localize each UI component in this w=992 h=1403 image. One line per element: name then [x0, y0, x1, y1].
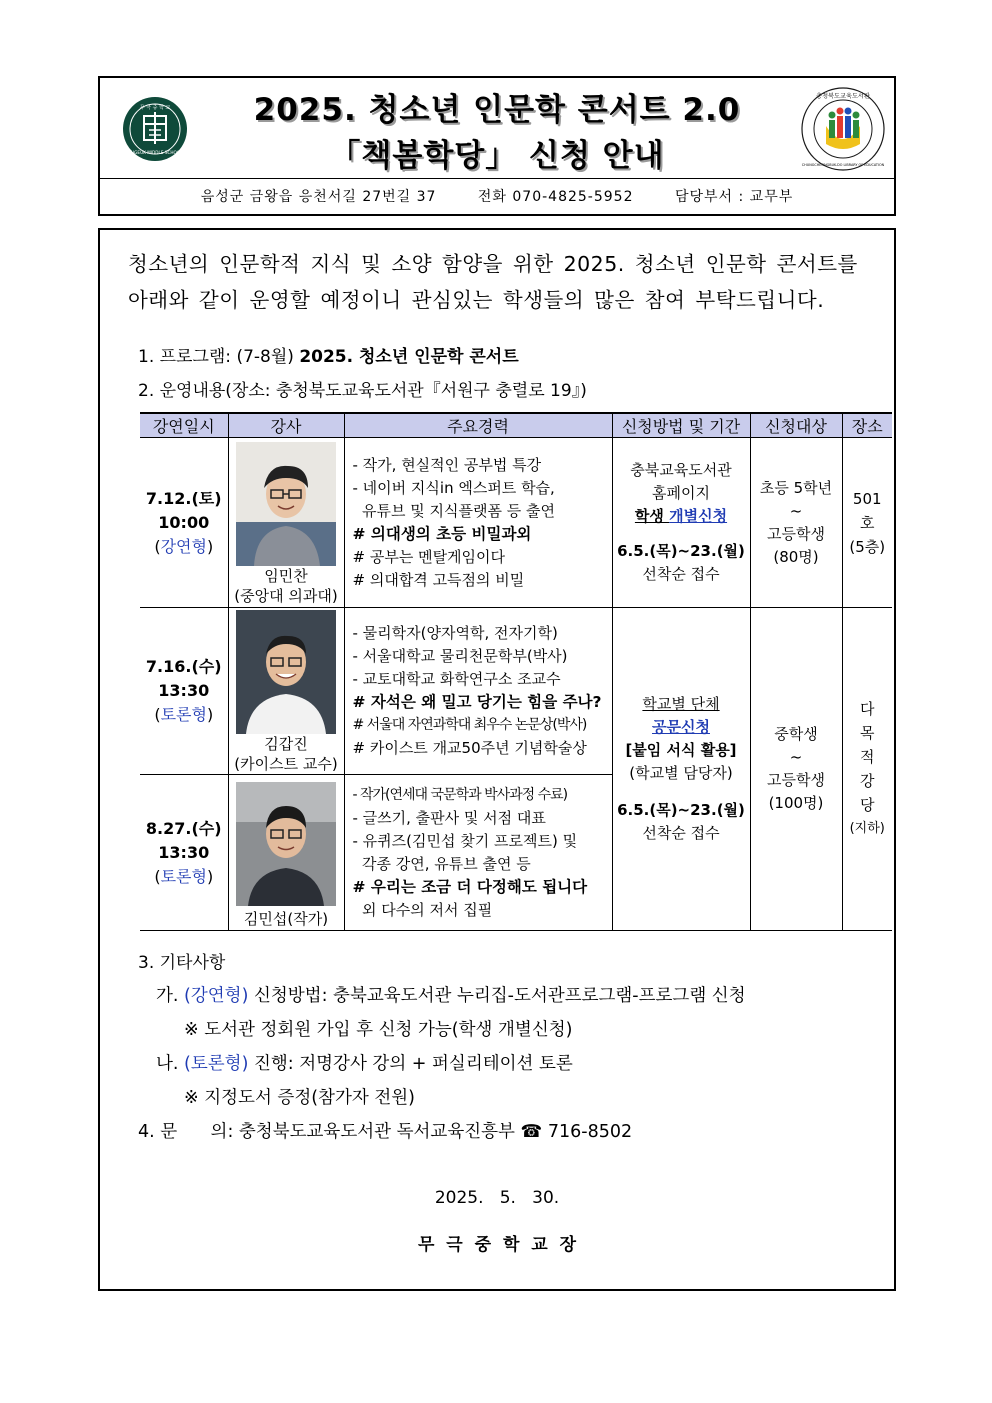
- career-item: 유튜브 및 지식플랫폼 등 출연: [352, 501, 555, 520]
- venue-line: 다: [860, 700, 875, 718]
- phone-icon: ☎: [520, 1122, 543, 1142]
- letterhead: [98, 76, 896, 216]
- apply-order: 선착순 접수: [642, 565, 720, 583]
- career-item: 각종 강연, 유튜브 출연 등: [352, 854, 531, 873]
- career-item: # 자석은 왜 밀고 당기는 힘을 주나?: [352, 693, 602, 711]
- career-item: - 유퀴즈(김민섭 찾기 프로젝트) 및: [352, 831, 578, 850]
- item-program-title: 2025. 청소년 인문학 콘서트: [299, 347, 519, 367]
- lecture-datetime: [140, 608, 228, 775]
- lecture-datetime: [140, 438, 228, 608]
- lecture-time: 10:00: [158, 512, 210, 532]
- career-item: - 글쓰기, 출판사 및 서점 대표: [352, 808, 546, 827]
- department: 담당부서 : 교무부: [674, 189, 794, 205]
- career-item: - 교토대학교 화학연구소 조교수: [352, 670, 561, 688]
- apply-line: 공문신청: [652, 718, 710, 736]
- item-program: [138, 342, 519, 367]
- principal-signature: 무 극 중 학 교 장: [417, 1235, 577, 1255]
- target-line: (80명): [773, 547, 819, 566]
- lecture-time: 13:30: [158, 842, 210, 862]
- document-body: [98, 228, 896, 1291]
- svg-text:CHUNGCHEONGBUK-DO LIBRARY OF E: CHUNGCHEONGBUK-DO LIBRARY OF EDUCATION: [801, 163, 885, 167]
- venue-line: 목: [860, 724, 875, 742]
- career-item: # 공부는 멘탈게임이다: [352, 547, 506, 566]
- etc-item-na: 나. (토론형) 진행: 저명강사 강의 + 퍼실리테이션 토론: [156, 1054, 573, 1074]
- career-item: - 서울대학교 물리천문학부(박사): [352, 647, 568, 665]
- lecture-type-label: (토론형): [184, 1054, 249, 1074]
- target-line: (100명): [768, 794, 824, 812]
- inquiry-label: 4. 문 의:: [138, 1122, 234, 1142]
- apply-method: [612, 438, 750, 608]
- venue-line: 강: [860, 772, 875, 790]
- career-item: # 서울대 자연과학대 최우수 논문상(박사): [352, 717, 587, 733]
- target-line: 중학생: [774, 725, 818, 743]
- venue-line: 적: [860, 748, 875, 766]
- apply-line: 홈페이지: [652, 484, 710, 502]
- document-title-line-2: 「책봄학당」 신청 안내: [329, 138, 665, 174]
- svg-text:MUGEUK MIDDLE SCHOOL: MUGEUK MIDDLE SCHOOL: [127, 150, 183, 155]
- speaker-name: 임민찬: [264, 566, 308, 585]
- career-item: 외 다수의 저서 집필: [352, 900, 493, 919]
- etc-note-ga: ※ 도서관 정회원 가입 후 신청 가능(학생 개별신청): [184, 1020, 573, 1040]
- svg-text:무 극 중 학 교: 무 극 중 학 교: [139, 105, 171, 111]
- header-apply: 신청방법 및 기간: [612, 413, 750, 438]
- lecture-type: (토론형): [154, 866, 214, 886]
- venue-line: 호: [860, 513, 875, 532]
- apply-line: [붙임 서식 활용]: [625, 741, 737, 759]
- venue: [842, 438, 892, 608]
- career-item: - 작가(연세대 국문학과 박사과정 수료): [352, 786, 568, 803]
- letterhead-divider: [100, 178, 894, 179]
- header-datetime: 강연일시: [140, 413, 228, 438]
- svg-text:충청북도교육도서관: 충청북도교육도서관: [816, 93, 870, 100]
- inquiry: 4. 문 의: 충청북도교육도서관 독서교육진흥부 ☎ 716-8502: [138, 1122, 633, 1142]
- apply-order: 선착순 접수: [642, 824, 720, 842]
- apply-method-group: [612, 608, 750, 931]
- apply-line: 학교별 단체: [642, 695, 720, 713]
- speaker-affiliation: (중앙대 의과대): [234, 586, 338, 605]
- career-item: # 우리는 조금 더 다정해도 됩니다: [352, 877, 588, 896]
- venue-line: (5층): [849, 537, 886, 556]
- apply-period: 6.5.(목)~23.(월): [617, 801, 745, 819]
- career-list: [344, 438, 612, 608]
- target-line: 고등학생: [767, 771, 825, 789]
- target-line: 고등학생: [767, 524, 825, 543]
- career-item: - 작가, 현실적인 공부법 특강: [352, 455, 542, 474]
- intro-paragraph: [128, 246, 888, 318]
- target-line: ~: [789, 501, 803, 520]
- program-table: [140, 412, 892, 931]
- table-row: [140, 438, 892, 608]
- speaker-cell: [228, 438, 344, 608]
- speaker-photo: [236, 442, 336, 566]
- target-line: 초등 5학년: [759, 478, 833, 497]
- library-logo-icon: [800, 86, 886, 172]
- career-item: # 카이스트 개교50주년 기념학술상: [352, 739, 587, 757]
- lecture-type-label: (강연형): [184, 986, 249, 1006]
- lecture-date: 7.12.(토): [145, 488, 222, 508]
- apply-period: 6.5.(목)~23.(월): [617, 542, 745, 560]
- venue-line: (지하): [849, 821, 885, 836]
- speaker-name: 김갑진: [264, 735, 308, 753]
- career-list: [344, 775, 612, 931]
- speaker-affiliation: (카이스트 교수): [234, 755, 338, 773]
- career-list: [344, 608, 612, 775]
- etc-note-na: ※ 지정도서 증정(참가자 전원): [184, 1088, 415, 1108]
- career-item: # 의대합격 고득점의 비밀: [352, 570, 525, 589]
- lecture-type: (토론형): [154, 705, 214, 724]
- school-phone: 전화 070-4825-5952: [477, 189, 634, 205]
- school-address: 음성군 금왕읍 응천서길 27번길 37: [200, 189, 437, 205]
- item-operation: 2. 운영내용(장소: 충청북도교육도서관『서원구 충렬로 19』): [138, 381, 587, 401]
- table-row: [140, 608, 892, 775]
- lecture-time: 13:30: [158, 681, 210, 700]
- header-speaker: 강사: [228, 413, 344, 438]
- header-place: 장소: [842, 413, 892, 438]
- intro-line-2: 아래와 같이 운영할 예정이니 관심있는 학생들의 많은 참여 부탁드립니다.: [128, 288, 825, 312]
- inquiry-phone: 716-8502: [542, 1122, 633, 1142]
- target-line: ~: [789, 748, 803, 766]
- venue-line: 501: [852, 489, 882, 508]
- speaker-photo: [236, 779, 336, 909]
- intro-line-1: 청소년의 인문학적 지식 및 소양 함양을 위한 2025. 청소년 인문학 콘서트를: [128, 252, 858, 276]
- speaker-name: 김민섭(작가): [243, 909, 329, 928]
- speaker-cell: [228, 775, 344, 931]
- speaker-photo: [236, 610, 336, 734]
- etc-heading: 3. 기타사항: [138, 953, 226, 973]
- career-item: - 물리학자(양자역학, 전자기학): [352, 624, 558, 642]
- apply-individual: 학생 개별신청: [634, 507, 728, 525]
- header-career: 주요경력: [344, 413, 612, 438]
- contact-line: [100, 186, 894, 206]
- etc-item-ga: 가. (강연형) 신청방법: 충북교육도서관 누리집-도서관프로그램-프로그램 신청: [156, 986, 746, 1006]
- lecture-date: 7.16.(수): [145, 657, 222, 676]
- target-audience: [750, 608, 842, 931]
- career-item: - 네이버 지식in 엑스퍼트 학습,: [352, 478, 555, 497]
- speaker-cell: [228, 608, 344, 775]
- apply-line: (학교별 담당자): [629, 764, 733, 782]
- header-target: 신청대상: [750, 413, 842, 438]
- lecture-datetime: [140, 775, 228, 931]
- document-title-line-1: 2025. 청소년 인문학 콘서트 2.0: [253, 92, 741, 128]
- lecture-date: 8.27.(수): [145, 818, 222, 838]
- table-header-row: [140, 413, 892, 438]
- career-item: # 의대생의 초등 비밀과외: [352, 524, 532, 543]
- letterhead-title-area: [100, 78, 894, 178]
- venue: [842, 608, 892, 931]
- venue-line: 당: [860, 796, 875, 814]
- lecture-type: (강연형): [154, 536, 214, 556]
- apply-line: 충북교육도서관: [630, 461, 732, 479]
- item-program-label: 1. 프로그램: (7-8월): [138, 347, 300, 367]
- issue-date: 2025. 5. 30.: [434, 1188, 560, 1208]
- target-audience: [750, 438, 842, 608]
